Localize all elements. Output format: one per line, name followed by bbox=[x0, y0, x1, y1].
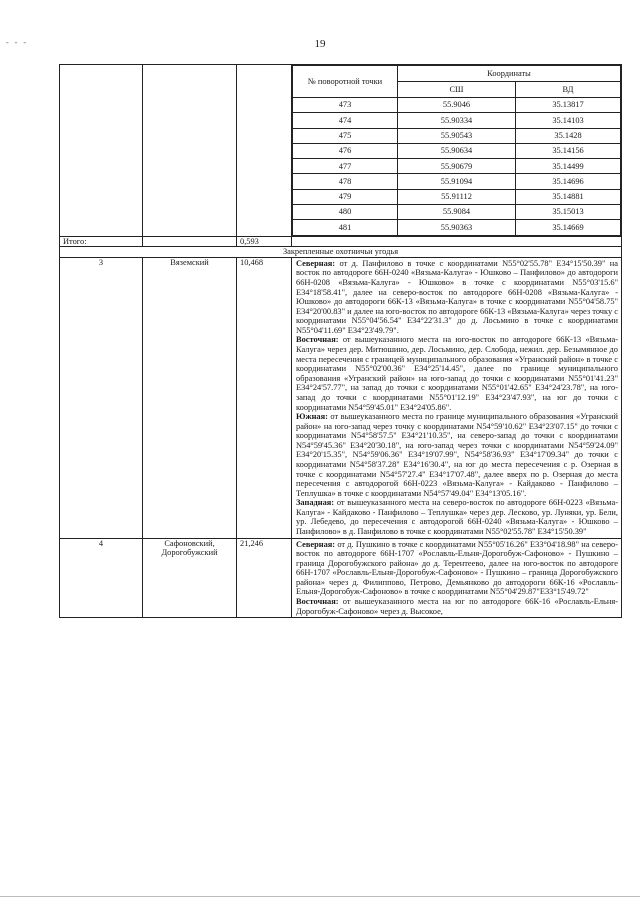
point-number: 474 bbox=[293, 113, 398, 128]
coordinate-point-row bbox=[293, 143, 621, 158]
point-longitude: 35.15013 bbox=[516, 205, 621, 220]
coordinates-header: Координаты bbox=[397, 66, 620, 82]
point-longitude: 35.14499 bbox=[516, 159, 621, 174]
point-number: 479 bbox=[293, 189, 398, 204]
boundary-west bbox=[296, 498, 618, 536]
coordinate-point-row bbox=[293, 128, 621, 143]
area-row bbox=[60, 257, 622, 538]
point-longitude: 35.14881 bbox=[516, 189, 621, 204]
coordinate-point-row bbox=[293, 113, 621, 128]
boundary-text: от вышеуказанного места на северо-восток по автодороге 66Н-0223 «Вязьма-Калуга» - Кайдаково - Панфилово – Теплушка» через дер. Лесково, ур. Луняки, ур. Бели, ур. Лебедево, до пересечения с автодорогой 66Н-0240 «Вязьма-Калуга» - Юшково – Панфилово» в д. Панфилово в точке с координатами N55°02'55.78" E34°15'50.39" bbox=[296, 498, 618, 537]
point-number: 481 bbox=[293, 220, 398, 235]
boundary-lead: Восточная: bbox=[296, 597, 339, 607]
point-latitude: 55.91094 bbox=[397, 174, 515, 189]
point-latitude: 55.90679 bbox=[397, 159, 515, 174]
area-size: 21,246 bbox=[237, 538, 292, 618]
coordinate-point-row bbox=[293, 174, 621, 189]
point-latitude: 55.90363 bbox=[397, 220, 515, 235]
page-number: 19 bbox=[314, 38, 326, 50]
total-row bbox=[60, 236, 622, 247]
coordinate-point-row bbox=[293, 205, 621, 220]
point-number: 476 bbox=[293, 143, 398, 158]
empty-cell bbox=[143, 236, 237, 247]
area-boundary-description bbox=[292, 257, 622, 538]
point-number-header: № поворотной точки bbox=[293, 66, 398, 98]
point-longitude: 35.14103 bbox=[516, 113, 621, 128]
coordinates-cell bbox=[292, 65, 622, 237]
boundary-north bbox=[296, 540, 618, 597]
point-latitude: 55.90634 bbox=[397, 143, 515, 158]
boundary-lead: Северная: bbox=[296, 258, 336, 268]
section-row bbox=[60, 247, 622, 258]
point-number: 480 bbox=[293, 205, 398, 220]
empty-cell bbox=[143, 65, 237, 237]
coordinates-table bbox=[292, 65, 621, 236]
empty-cell bbox=[60, 65, 143, 237]
point-latitude: 55.90334 bbox=[397, 113, 515, 128]
empty-cell bbox=[237, 65, 292, 237]
area-boundary-description bbox=[292, 538, 622, 618]
total-value: 0,593 bbox=[237, 236, 292, 247]
boundary-text: от д. Панфилово в точке с координатами N55°02'55.78" E34°15'50.39" на восток по автодороге 66Н-0240 «Вязьма-Калуга» - Юшково – Панфилово» до автодороги 66Н-0208 «Вязьма-Калуга» - Юшково» в точке с координатами N55°03'15.6" E34°18'58.41", далее на северо-восток по автодороге 66Н-0208 «Вязьма-Калуга» - Юшково» до автодороги 66К-13 «Вязьма-Калуга» в точке с координатами N55°04'58.75" E34°20'00.83" и далее на юго-восток по автодороге 66К-13 «Вязьма-Калуга» через точку с координатами N55°04'56.54" E34°22'31.3" до д. Лосьмино в точке с координатами N55°04'11.69" E34°23'49.79". bbox=[296, 258, 618, 335]
area-number: 4 bbox=[60, 538, 143, 618]
point-longitude: 35.14156 bbox=[516, 143, 621, 158]
point-number: 473 bbox=[293, 98, 398, 113]
coordinate-point-row bbox=[293, 189, 621, 204]
point-longitude: 35.14696 bbox=[516, 174, 621, 189]
area-number: 3 bbox=[60, 257, 143, 538]
boundary-east bbox=[296, 335, 618, 412]
page-bottom-edge bbox=[0, 896, 640, 897]
point-longitude: 35.1428 bbox=[516, 128, 621, 143]
coordinate-point-row bbox=[293, 98, 621, 113]
boundary-lead: Западная: bbox=[296, 498, 335, 508]
area-name: Сафоновский, Дорогобужский bbox=[143, 538, 237, 618]
coordinate-point-row bbox=[293, 220, 621, 235]
coordinates-row bbox=[60, 65, 622, 237]
boundary-north bbox=[296, 259, 618, 336]
boundary-text: от вышеуказанного места на юго-восток по автодороге 66К-13 «Вязьма-Калуга» через дер. Митюшино, дер. Лосьмино, дер. Слобода, нежил. дер. Безымянное до места пересечения с границей муниципального образования «Угранский район» в точке с координатами N55°02'00.36" E34°25'14.45", далее по границе муниципального образования «Угранский район» на юго-запад до точки с координатами N55°01'41.23" E34°24'57.77", на запад до точки с координатами N55°01'42.65" E34°24'23.78", на юго-запад до точки с координатами N55°01'12.19" E34°23'47.93", на юг до точки с координатами N54°59'45.01" E34°24'05.86". bbox=[296, 335, 618, 412]
hunting-grounds-table bbox=[59, 64, 622, 618]
boundary-lead: Восточная: bbox=[296, 335, 339, 345]
point-latitude: 55.90543 bbox=[397, 128, 515, 143]
point-latitude: 55.91112 bbox=[397, 189, 515, 204]
latitude-header: СШ bbox=[397, 82, 515, 98]
corner-mark: - - - bbox=[6, 38, 28, 47]
longitude-header: ВД bbox=[516, 82, 621, 98]
total-label: Итого: bbox=[60, 236, 143, 247]
point-latitude: 55.9084 bbox=[397, 205, 515, 220]
boundary-text: от д. Пушкино в точке с координатами N55°05'16.26" E33°04'18.98" на северо-восток по автодороге 66Н-1707 «Рославль-Ельня-Дорогобуж-Сафоново» - Пушкино – граница Дорогобужского района» до д. Терентеево, далее на юго-восток по автодороге 66Н-1707 «Рославль-Ельня-Дорогобуж-Сафоново» - Пушкино – граница Дорогобужского района» через д. Филиппово, Петрово, Демьянково до автодороги 66К-16 «Рославль-Ельня-Дорогобуж-Сафоново» в точке с координатами N55°04'29.87"E33°15'49.72" bbox=[296, 539, 618, 597]
boundary-text: от вышеуказанного места по границе муниципального образования «Угранский район» на юго-запад через точку с координатами N54°59'10.62" E34°23'07.15" до точки с координатами N54°58'57.5" E34°21'10.35", на северо-запад до точки с координатами N54°59'45.36" E34°20'30.18", на юго-запад через точки с координатами N54°59'24.09" E34°20'15.35", N54°59'06.36" E34°19'07.99", N54°58'36.93" E34°17'09.34" до точки с координатами N54°58'37.28" E34°16'30.4", на юг до места пересечения с р. Озерная в точке с координатами N54°57'27.4" E34°17'07.48", далее вверх по р. Озерная до места пересечения с автодорогой 66Н-0223 «Вязьма-Калуга» - Кайдаково - Панфилово – Теплушка» в точке с координатами N54°57'49.04" E34°13'05.16". bbox=[296, 412, 618, 498]
boundary-text: от вышеуказанного места на юг по автодороге 66К-16 «Рославль-Ельня-Дорогобуж-Сафоново» через д. Высокое, bbox=[296, 597, 618, 616]
section-title: Закрепленные охотничьи угодья bbox=[60, 247, 622, 258]
area-row bbox=[60, 538, 622, 618]
point-number: 478 bbox=[293, 174, 398, 189]
point-longitude: 35.13817 bbox=[516, 98, 621, 113]
point-longitude: 35.14669 bbox=[516, 220, 621, 235]
area-name: Вяземский bbox=[143, 257, 237, 538]
empty-cell bbox=[292, 236, 622, 247]
boundary-lead: Северная: bbox=[296, 539, 336, 549]
coordinate-point-row bbox=[293, 159, 621, 174]
boundary-east bbox=[296, 597, 618, 616]
boundary-lead: Южная: bbox=[296, 412, 328, 422]
point-number: 475 bbox=[293, 128, 398, 143]
boundary-south bbox=[296, 412, 618, 498]
area-size: 10,468 bbox=[237, 257, 292, 538]
point-latitude: 55.9046 bbox=[397, 98, 515, 113]
point-number: 477 bbox=[293, 159, 398, 174]
